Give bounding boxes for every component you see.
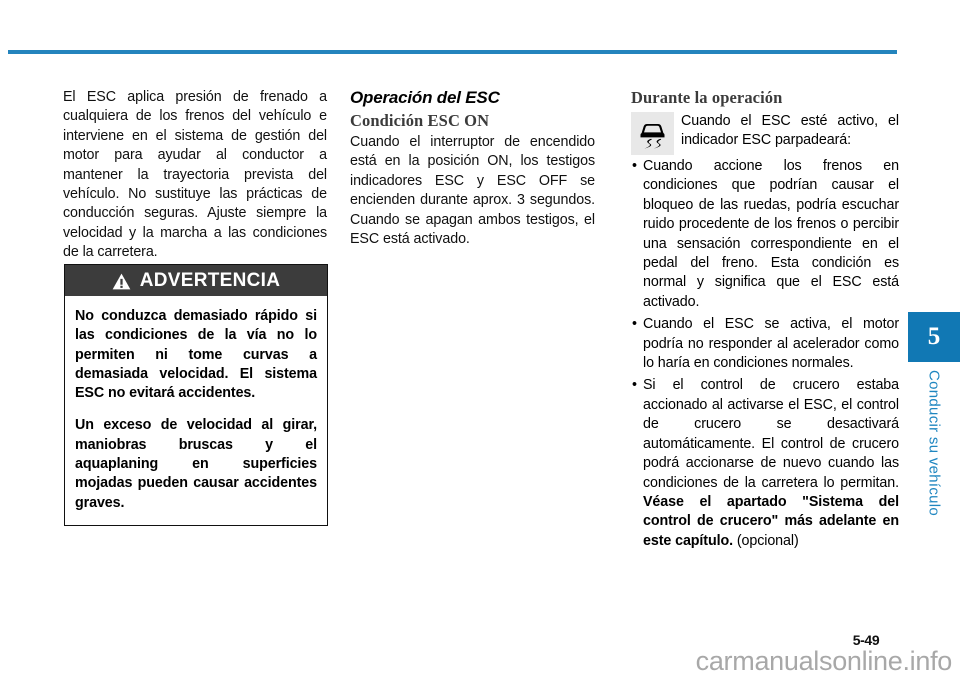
warning-paragraph-1: No conduzca demasiado rápido si las condiciones de la vía no lo permiten ni tome curvas a demasiada velocidad. El sistema ESC no evitará accidentes. (75, 308, 317, 402)
sub-heading-durante-la-operacion: Durante la operación (631, 88, 783, 107)
chapter-tab (908, 312, 960, 562)
warning-box-body (65, 296, 327, 525)
warning-box-title: ADVERTENCIA (139, 270, 281, 291)
content-column-1 (63, 88, 327, 263)
section-heading-operacion-del-esc: Operación del ESC (350, 88, 500, 107)
list-item (631, 376, 899, 551)
esc-indicator-row (631, 112, 899, 155)
bullet-text: Cuando el ESC se activa, el motor podría no responder al acelerador como lo haría en condiciones normales. (643, 316, 899, 372)
esc-on-paragraph: Cuando el interruptor de encendido está en la posición ON, los testigos indicadores ESC y ESC OFF se encienden durante aprox. 3 segundos. Cuando se apagan ambos testigos, el ESC está activado. (350, 134, 595, 248)
list-item (631, 315, 899, 373)
sub-heading-condicion-esc-on: Condición ESC ON (350, 111, 490, 130)
bullet-text-after: (opcional) (732, 532, 799, 549)
chapter-label-wrapper (908, 362, 960, 562)
during-operation-bullet-list (631, 157, 899, 551)
bullet-marker: • (632, 158, 637, 174)
header-rule (8, 50, 897, 54)
bullet-text-before: Si el control de crucero estaba accionado al activarse el ESC, el control de crucero se desactivará automáticamente. El control de crucero podrá accionarse de nuevo cuando las condiciones de la carretera lo permitan. (643, 377, 899, 491)
warning-box-header (65, 265, 327, 296)
bullet-marker: • (632, 377, 637, 394)
warning-box (64, 264, 328, 526)
list-item (631, 157, 899, 312)
watermark: carmanualsonline.info (695, 646, 952, 676)
warning-paragraph-2: Un exceso de velocidad al girar, maniobras bruscas y el aquaplaning en superficies mojadas pueden causar accidentes graves. (75, 417, 317, 511)
content-column-3 (631, 88, 899, 551)
intro-paragraph: El ESC aplica presión de frenado a cualquiera de los frenos del vehículo e interviene en el sistema de gestión del motor para ayudar al conductor a mantener la trayectoria prevista del vehículo. No sustituye las prácticas de conducción seguras. Ajuste siempre la velocidad y la marcha a las condiciones de la carretera. (63, 89, 327, 261)
chapter-label: Conducir su vehículo (925, 370, 943, 517)
esc-indicator-text: Cuando el ESC esté activo, el indicador ESC parpadeará: (681, 113, 899, 149)
bullet-text: Cuando accione los frenos en condiciones que podrían causar el bloqueo de las ruedas, podría escuchar ruido procedente de los frenos o percibir una sensación correspondiente en el pedal del freno. Esta condición es normal y significa que el ESC está activado. (643, 158, 899, 310)
page-number: 5-49 (852, 632, 880, 648)
bullet-text-emphasis: Véase el apartado "Sistema del control de crucero" más adelante en este capítulo. (643, 493, 899, 549)
chapter-number: 5 (908, 312, 960, 362)
bullet-marker: • (632, 316, 637, 333)
content-column-2 (350, 88, 595, 249)
esc-skid-car-icon (631, 112, 674, 155)
warning-triangle-icon (112, 273, 131, 290)
